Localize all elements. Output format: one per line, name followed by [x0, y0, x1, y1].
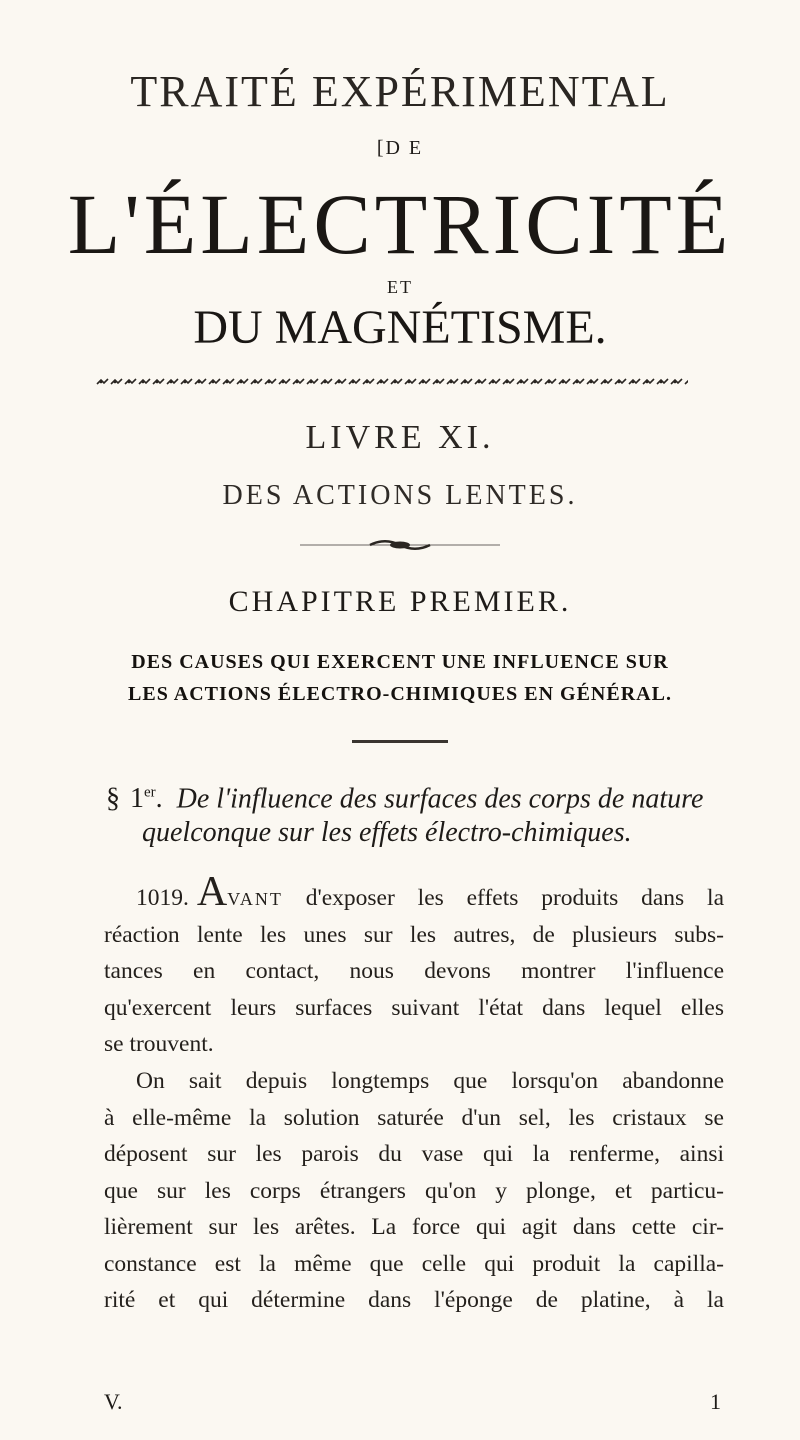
title-line-et: ET [387, 277, 413, 297]
paragraph-line: réaction lente les unes sur les autres, de plusieurs subs- [104, 921, 724, 948]
section-mark: § [106, 783, 120, 815]
section-ordinal-number: 1 [130, 783, 144, 815]
title-line-de: [D E [376, 137, 424, 159]
chapter-title-line-1: DES CAUSES QUI EXERCENT UNE INFLUENCE SUR [131, 651, 669, 673]
book-number: LIVRE XI. [305, 419, 495, 456]
drop-capital: A [196, 869, 228, 915]
chapter-title-line-2: LES ACTIONS ÉLECTRO-CHIMIQUES EN GÉNÉRAL. [128, 683, 672, 705]
paragraph-line: constance est la même que celle qui produit la capilla- [104, 1250, 724, 1277]
paragraph-line: que sur les corps étrangers qu'on y plonge, et particu- [104, 1177, 724, 1204]
paragraph-line [104, 869, 724, 917]
small-caps-word: VANT [227, 889, 283, 909]
decorative-ornament-band [96, 378, 688, 386]
chapter-heading: CHAPITRE PREMIER. [228, 585, 572, 618]
book-subtitle: DES ACTIONS LENTES. [222, 480, 578, 511]
section-ordinal [130, 783, 163, 814]
paragraph-number: 1019. [136, 885, 189, 911]
section-title-line-2: quelconque sur les effets électro-chimiques. [142, 817, 632, 848]
paragraph-line-rest: d'exposer les effets produits dans la [282, 885, 724, 911]
decorative-flourish [300, 540, 500, 550]
paragraph-line: à elle-même la solution saturée d'un sel, les cristaux se [104, 1104, 724, 1131]
paragraph-line: qu'exercent leurs surfaces suivant l'état dans lequel elles [104, 994, 724, 1021]
paragraph-line: se trouvent. [104, 1031, 214, 1057]
paragraph-1019 [104, 869, 724, 1063]
section-ordinal-dot: . [155, 783, 163, 815]
section-ordinal-superscript: er [144, 785, 156, 801]
paragraph-line: déposent sur les parois du vase qui la renferme, ainsi [104, 1141, 724, 1167]
title-line-electricite: L'ÉLECTRICITÉ [67, 176, 733, 272]
paragraph-line: tances en contact, nous devons montrer l'influence [104, 958, 724, 984]
signature-mark: V. [104, 1389, 123, 1414]
paragraph-line: lièrement sur les arêtes. La force qui agit dans cette cir- [104, 1214, 724, 1240]
title-line-traite: TRAITÉ EXPÉRIMENTAL [130, 67, 670, 116]
section-title-text-1: De l'influence des surfaces des corps de nature [176, 783, 704, 815]
paragraph-line: On sait depuis longtemps que lorsqu'on abandonne [136, 1068, 724, 1094]
paragraph-line: rité et qui détermine dans l'éponge de platine, à la [104, 1287, 724, 1313]
section-divider-rule [352, 740, 448, 743]
paragraph-2 [104, 1063, 724, 1319]
section-title-line-1 [106, 774, 706, 818]
title-line-magnetisme: DU MAGNÉTISME. [193, 301, 607, 354]
page-number: 1 [710, 1389, 721, 1414]
